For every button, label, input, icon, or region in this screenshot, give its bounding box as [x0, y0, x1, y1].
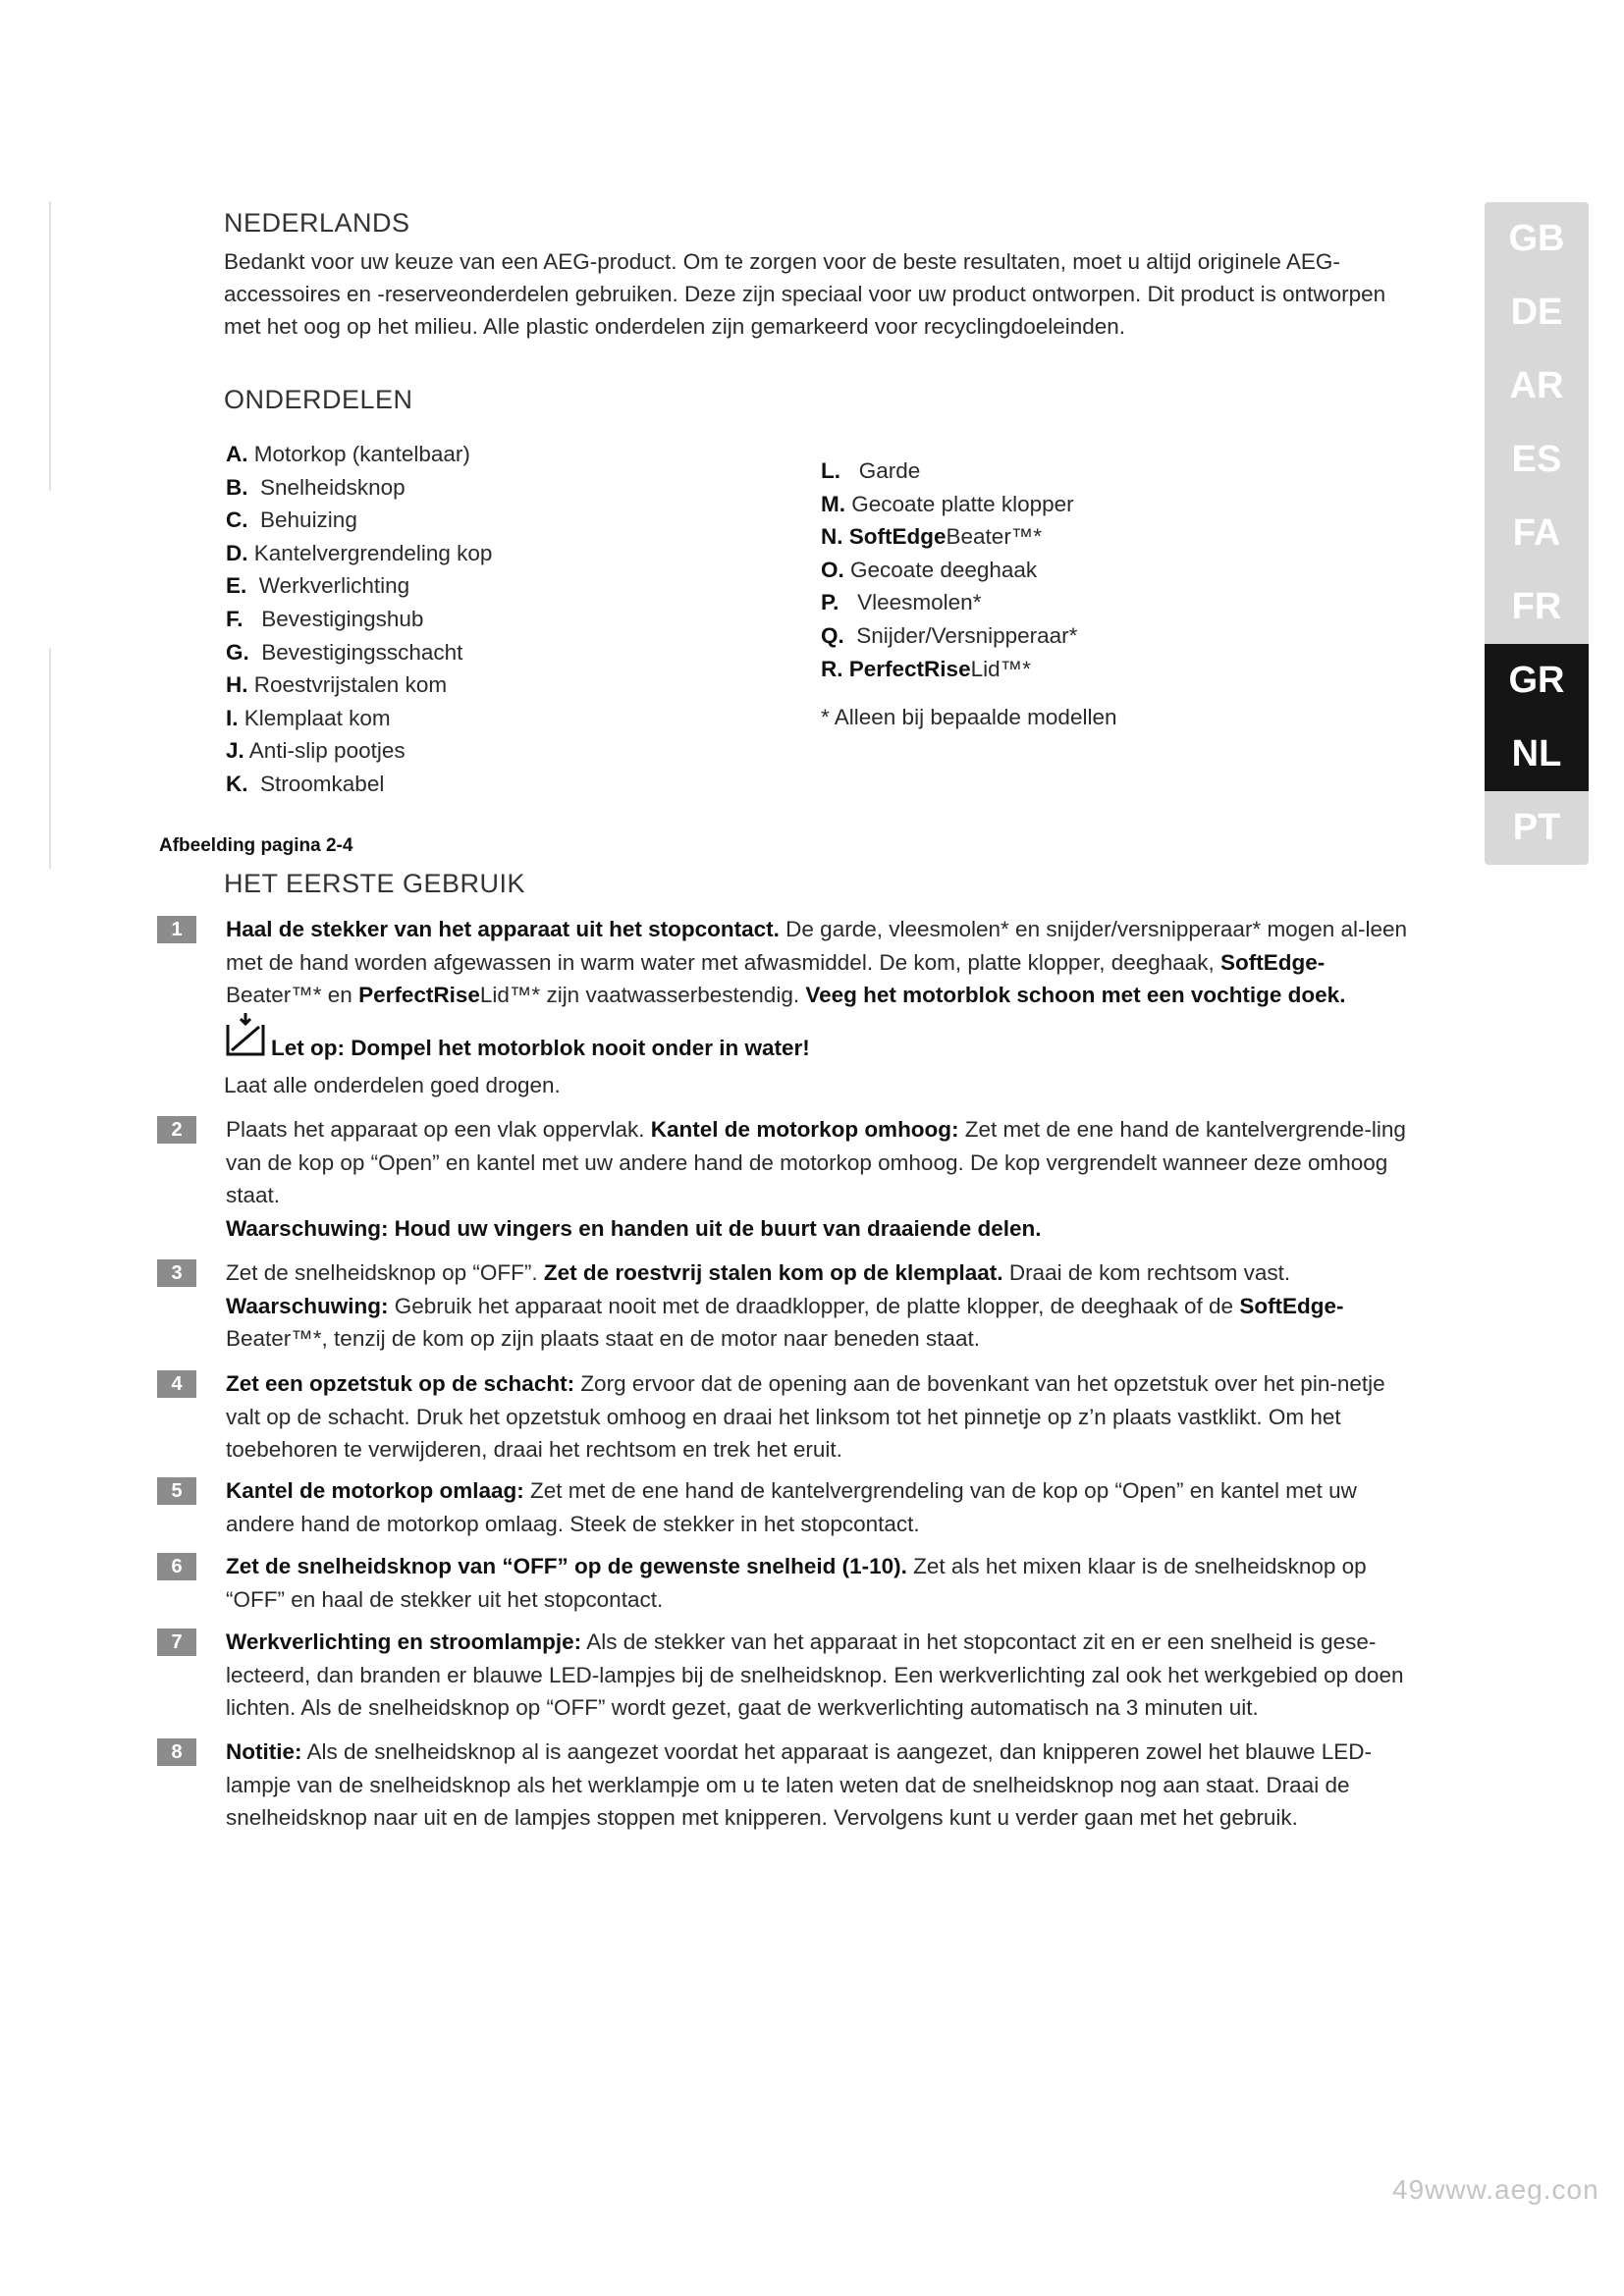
tab-es[interactable]: ES	[1485, 423, 1589, 497]
tab-gr[interactable]: GR	[1485, 644, 1589, 718]
tab-fr[interactable]: FR	[1485, 570, 1589, 644]
part-item: N. SoftEdgeBeater™*	[821, 524, 1043, 550]
part-item: B. Snelheidsknop	[226, 474, 406, 500]
tab-ar[interactable]: AR	[1485, 349, 1589, 423]
step-text: Kantel de motorkop omlaag: Zet met de ene hand de kantelvergrendeling van de kop op “Open” en kantel met uw andere hand de motorkop omlaag. Steek de stekker in het stopcontact.	[226, 1478, 1357, 1536]
step-number-badge: 4	[157, 1370, 196, 1398]
language-heading: NEDERLANDS	[224, 208, 410, 238]
tab-gb[interactable]: GB	[1485, 202, 1589, 276]
part-item: H. Roestvrijstalen kom	[226, 672, 448, 698]
language-tabs	[1485, 202, 1589, 865]
step-number-badge: 7	[157, 1629, 196, 1656]
tab-de[interactable]: DE	[1485, 276, 1589, 349]
margin-line-top	[49, 201, 51, 491]
part-item: R. PerfectRiseLid™*	[821, 656, 1031, 681]
tab-nl[interactable]: NL	[1485, 718, 1589, 791]
part-item: G. Bevestigingsschacht	[226, 639, 463, 665]
part-item: D. Kantelvergrendeling kop	[226, 540, 493, 565]
step-text: Zet de snelheidsknop van “OFF” op de gewenste snelheid (1-10). Zet als het mixen klaar is de snelheidsknop op “OFF” en haal de stekker uit het stopcontact.	[226, 1554, 1367, 1612]
figure-caption: Afbeelding pagina 2-4	[159, 835, 353, 856]
part-item: O. Gecoate deeghaak	[821, 557, 1038, 582]
no-immersion-warning-icon	[224, 1011, 267, 1058]
step-number-badge: 5	[157, 1477, 196, 1505]
part-item: J. Anti-slip pootjes	[226, 738, 406, 764]
step-text: Plaats het apparaat op een vlak oppervlak. Kantel de motorkop omhoog: Zet met de ene hand de kantelvergrende-ling van de kop op “Open” en kantel met uw andere hand de motorkop omhoog. De kop vergrendelt wanneer deze omhoog staat. Waarschuwing: Houd uw vingers en handen uit de buurt van draaiende delen.	[226, 1117, 1406, 1241]
step-number-badge: 8	[157, 1738, 196, 1766]
part-item: F. Bevestigingshub	[226, 606, 424, 631]
first-use-heading: HET EERSTE GEBRUIK	[224, 869, 526, 898]
part-item: I. Klemplaat kom	[226, 705, 391, 730]
step-text: Zet de snelheidsknop op “OFF”. Zet de roestvrij stalen kom op de klemplaat. Draai de kom rechtsom vast. Waarschuwing: Gebruik het apparaat nooit met de draadklopper, de platte klopper, de deeghaak of de SoftEdge- Beater™*, tenzij de kom op zijn plaats staat en de motor naar beneden staat.	[226, 1260, 1344, 1351]
immersion-warning-text: Let op: Dompel het motorblok nooit onder in water!	[271, 1036, 810, 1060]
tab-pt[interactable]: PT	[1485, 791, 1589, 865]
part-item: E. Werkverlichting	[226, 573, 410, 599]
part-item: K. Stroomkabel	[226, 771, 385, 796]
part-item: Q. Snijder/Versnipperaar*	[821, 622, 1078, 648]
page-footer: 49www.aeg.con	[1392, 2174, 1599, 2205]
margin-line-bottom	[49, 648, 51, 869]
intro-paragraph: Bedankt voor uw keuze van een AEG-product. Om te zorgen voor de beste resultaten, moet u altijd originele AEG-accessoires en -reserveonderdelen gebruiken. Deze zijn speciaal voor uw product ontworpen. Dit product is ontworpen met het oog op het milieu. Alle plastic onderdelen zijn gemarkeerd voor recyclingdoeleinden.	[224, 249, 1386, 339]
step-number-badge: 2	[157, 1116, 196, 1144]
part-item: C. Behuizing	[226, 507, 357, 533]
step-text: Haal de stekker van het apparaat uit het stopcontact. De garde, vleesmolen* en snijder/versnipperaar* mogen al-leen met de hand worden afgewassen in warm water met afwasmiddel. De kom, platte klopper, deeghaak, SoftEdge- Beater™* en PerfectRiseLid™* zijn vaatwasserbestendig. Veeg het motorblok schoon met een vochtige doek.	[226, 917, 1408, 1007]
step-number-badge: 1	[157, 916, 196, 943]
step-text: Werkverlichting en stroomlampje: Als de stekker van het apparaat in het stopcontact zit en er een snelheid is gese-lecteerd, dan branden er blauwe LED-lampjes bij de snelheidsknop. Een werkverlichting zal ook het werkgebied op doen lichten. Als de snelheidsknop op “OFF” wordt gezet, gaat de werkverlichting automatisch na 3 minuten uit.	[226, 1629, 1404, 1720]
part-item: L. Garde	[821, 458, 921, 483]
step-number-badge: 3	[157, 1259, 196, 1287]
step-number-badge: 6	[157, 1553, 196, 1580]
step-text: Notitie: Als de snelheidsknop al is aangezet voordat het apparaat is aangezet, dan knipperen zowel het blauwe LED-lampje van de snelheidsknop als het werklampje om u te laten weten dat de snelheidsknop nog aan staat. Draai de snelheidsknop naar uit en de lampjes stoppen met knipperen. Vervolgens kunt u verder gaan met het gebruik.	[226, 1739, 1372, 1830]
parts-list-right	[821, 454, 1077, 685]
parts-list-left	[226, 438, 492, 801]
tab-fa[interactable]: FA	[1485, 497, 1589, 570]
part-item: M. Gecoate platte klopper	[821, 491, 1074, 516]
parts-footnote: * Alleen bij bepaalde modellen	[821, 705, 1117, 729]
dry-instruction: Laat alle onderdelen goed drogen.	[224, 1073, 561, 1097]
parts-heading: ONDERDELEN	[224, 385, 413, 414]
part-item: A. Motorkop (kantelbaar)	[226, 442, 470, 466]
step-text: Zet een opzetstuk op de schacht: Zorg ervoor dat de opening aan de bovenkant van het opzetstuk over het pin-netje valt op de schacht. Druk het opzetstuk omhoog en draai het linksom tot het pinnetje op z’n plaats vastklikt. Om het toebehoren te verwijderen, draai het rechtsom en trek het eruit.	[226, 1371, 1385, 1462]
part-item: P. Vleesmolen*	[821, 590, 982, 615]
